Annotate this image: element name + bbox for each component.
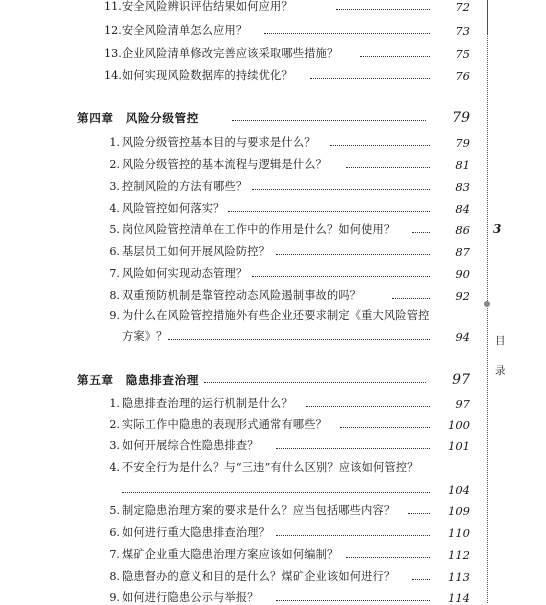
toc-entry[interactable] [0,261,470,281]
entry-title: 风险如何实现动态管理？ [122,267,248,280]
entry-page: 81 [455,158,470,172]
dot-leader [276,254,430,255]
toc-entry[interactable] [0,455,470,475]
entry-page: 76 [455,69,470,83]
toc-entry[interactable] [0,391,470,411]
entry-title: 控制风险的方法有哪些？ [122,180,248,193]
entry-number: 2. [109,418,120,431]
entry-number: 3. [109,439,120,452]
toc-entry[interactable] [0,542,470,562]
entry-number: 5. [109,504,120,517]
dot-leader [346,167,430,168]
toc-entry[interactable] [0,196,470,216]
entry-page: 75 [455,47,470,61]
entry-page: 72 [455,0,470,14]
entry-title: 如何进行隐患公示与举报？ [122,591,259,604]
entry-page: 101 [448,439,470,453]
dot-leader [392,298,430,299]
entry-number: 14. [104,69,122,82]
chapter-page: 79 [452,110,470,126]
entry-page: 110 [448,526,470,540]
entry-number: 11. [104,0,122,13]
chapter-heading[interactable] [0,105,470,125]
entry-number: 5. [109,223,120,236]
entry-number: 3. [109,180,120,193]
entry-page: 87 [455,245,470,259]
entry-page: 114 [448,591,470,605]
entry-number: 9. [109,309,120,322]
entry-page: 83 [455,180,470,194]
toc-entry[interactable] [0,433,470,453]
entry-title: 风险管控如何落实？ [122,202,225,215]
entry-number: 8. [109,289,120,302]
entry-page: 84 [455,202,470,216]
toc-entry[interactable] [0,283,470,303]
entry-number: 4. [109,202,120,215]
entry-number: 13. [104,47,122,60]
entry-title: 隐患督办的意义和目的是什么？煤矿企业该如何进行？ [122,570,396,583]
toc-entry-continuation[interactable] [0,324,470,344]
toc-entry[interactable] [0,564,470,584]
sidebar-page-number: 3 [493,222,502,236]
entry-page: 90 [455,267,470,281]
dot-leader [346,557,430,558]
entry-title: 岗位风险管控清单在工作中的作用是什么？如何使用？ [122,223,396,236]
toc-entry[interactable] [0,303,470,323]
chapter-title: 第四章 风险分级管控 [77,111,199,125]
sidebar-label-char: 目 [495,335,506,347]
dot-leader [252,189,430,190]
dot-leader [360,56,430,57]
dot-leader [330,145,430,146]
dot-leader [122,492,430,493]
entry-page: 104 [448,483,470,497]
entry-number: 2. [109,158,120,171]
toc-entry[interactable] [0,41,470,61]
toc-entry[interactable] [0,18,470,38]
entry-title-continuation: 方案》？ [122,330,168,343]
entry-title: 制定隐患治理方案的要求是什么？应当包括哪些内容？ [122,504,396,517]
dot-leader [276,448,430,449]
toc-entry[interactable] [0,585,470,605]
entry-number: 6. [109,245,120,258]
entry-title: 双重预防机制是靠管控动态风险遏制事故的吗？ [122,289,362,302]
entry-page: 100 [448,418,470,432]
entry-title: 如何开展综合性隐患排查？ [122,439,259,452]
dot-leader [252,276,430,277]
sidebar-label-char: 录 [495,365,506,377]
toc-entry[interactable] [0,63,470,83]
toc-entry[interactable] [0,152,470,172]
dot-leader [306,406,430,407]
entry-page: 79 [455,136,470,150]
entry-title: 安全风险辨识评估结果如何应用？ [122,0,293,13]
dot-leader [276,535,430,536]
entry-title: 风险分级管控基本目的与要求是什么？ [122,136,316,149]
dot-leader [336,9,430,10]
entry-number: 9. [109,591,120,604]
toc-entry[interactable] [0,498,470,518]
toc-entry[interactable] [0,174,470,194]
entry-number: 7. [109,267,120,280]
entry-page: 86 [455,223,470,237]
chapter-heading[interactable] [0,367,470,387]
toc-entry[interactable] [0,239,470,259]
entry-number: 8. [109,570,120,583]
dot-leader [264,33,430,34]
entry-title: 企业风险清单修改完善应该采取哪些措施？ [122,47,339,60]
entry-page: 112 [448,548,470,562]
entry-page: 73 [455,24,470,38]
dot-leader [412,579,430,580]
entry-title: 隐患排查治理的运行机制是什么？ [122,397,293,410]
entry-title: 不安全行为是什么？与“三违”有什么区别？应该如何管控？ [122,461,419,474]
entry-title: 为什么在风险管控措施外有些企业还要求制定《重大风险管控 [122,309,430,322]
entry-number: 12. [104,24,122,37]
entry-title: 风险分级管控的基本流程与逻辑是什么？ [122,158,327,171]
entry-title: 安全风险清单怎么应用？ [122,24,248,37]
toc-entry[interactable] [0,0,470,14]
sidebar-marker-dot [484,301,490,307]
dot-leader [408,513,430,514]
dot-leader [340,427,430,428]
entry-title: 基层员工如何开展风险防控？ [122,245,271,258]
dot-leader [412,232,430,233]
dot-leader [310,78,430,79]
toc-entry[interactable] [0,520,470,540]
entry-title: 实际工作中隐患的表现形式通常有哪些？ [122,418,327,431]
toc-entry-continuation[interactable] [0,477,470,497]
entry-title: 如何实现风险数据库的持续优化？ [122,69,293,82]
entry-number: 1. [109,136,120,149]
dot-leader [276,600,430,601]
entry-number: 4. [109,461,120,474]
entry-number: 6. [109,526,120,539]
entry-title: 煤矿企业重大隐患治理方案应该如何编制？ [122,548,339,561]
entry-page: 97 [455,397,470,411]
dot-leader [232,120,426,121]
chapter-title: 第五章 隐患排查治理 [77,373,199,387]
entry-title: 如何进行重大隐患排查治理？ [122,526,271,539]
entry-number: 7. [109,548,120,561]
entry-page: 109 [448,504,470,518]
dot-leader [204,382,426,383]
dot-leader [168,339,430,340]
entry-page: 113 [448,570,470,584]
toc-entry[interactable] [0,217,470,237]
toc-entry[interactable] [0,130,470,150]
entry-page: 94 [455,330,470,344]
entry-page: 92 [455,289,470,303]
dot-leader [228,211,430,212]
toc-entry[interactable] [0,412,470,432]
entry-number: 1. [109,397,120,410]
chapter-page: 97 [452,372,470,388]
